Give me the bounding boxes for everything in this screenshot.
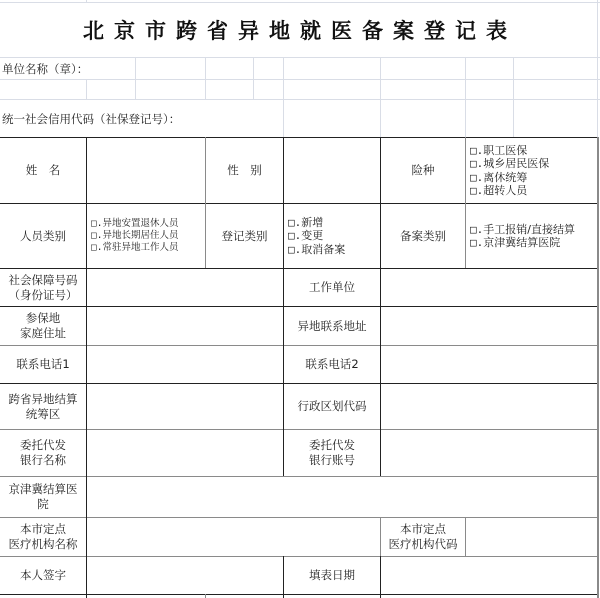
filing-type-options [466,204,597,268]
insured-address-field[interactable] [87,307,283,345]
registration-type-label: 登记类别 [221,228,268,243]
table-border [0,594,598,595]
jjj-hospital-label: 京津冀结算医 院 [8,482,78,511]
registration-type-options [284,204,380,268]
local-institution-name-label: 本市定点 医疗机构名称 [8,522,78,551]
registration-option-cancel[interactable]: □.取消备案 [288,242,346,256]
insurance-option-special[interactable]: □.超转人员 [470,184,528,197]
insurance-type-label: 险种 [411,163,435,177]
insurance-option-resident[interactable]: □.城乡居民医保 [470,157,550,170]
checkbox-icon: □. [470,143,484,157]
bank-account-field[interactable] [381,430,597,476]
checkbox-icon: □. [288,242,302,256]
unit-name-field[interactable] [86,58,597,78]
fill-date-field[interactable] [381,557,597,594]
signature-field[interactable] [87,557,283,594]
checkbox-icon: □. [470,236,484,249]
person-option-retired-abroad[interactable]: □.异地安置退休人员 [91,218,179,229]
insured-address-label: 参保地 家庭住址 [20,311,66,340]
gridline [86,79,87,99]
work-unit-field[interactable] [381,269,597,306]
checkbox-icon: □. [470,157,484,170]
registration-option-new[interactable]: □.新增 [288,215,324,229]
admin-code-field[interactable] [381,384,597,429]
checkbox-icon: □. [91,230,103,241]
person-category-label: 人员类别 [20,228,66,243]
work-unit-label: 工作单位 [309,280,355,294]
local-institution-code-label: 本市定点 医疗机构代码 [388,522,458,551]
insurance-option-retired[interactable]: □.离休统筹 [470,170,528,184]
registration-option-change[interactable]: □.变更 [288,229,324,243]
checkbox-icon: □. [470,184,484,197]
checkbox-icon: □. [470,222,484,236]
checkbox-icon: □. [91,242,103,253]
person-option-stationed[interactable]: □.常驻异地工作人员 [91,242,179,253]
jjj-hospital-field[interactable] [87,477,597,517]
admin-code-label: 行政区划代码 [297,399,367,413]
table-border [205,594,206,598]
credit-code-label: 统一社会信用代码（社保登记号）： [2,112,181,126]
signature-label: 本人签字 [20,568,66,582]
filing-option-manual-direct[interactable]: □.手工报销/直接结算 [470,222,575,236]
bank-account-label: 委托代发 银行账号 [309,438,355,467]
phone2-field[interactable] [381,346,597,383]
person-option-long-term[interactable]: □.异地长期居住人员 [91,230,179,241]
checkbox-icon: □. [288,215,302,229]
phone2-label: 联系电话2 [305,357,359,371]
remote-address-label: 异地联系地址 [297,318,367,333]
person-category-options [87,204,205,268]
local-institution-name-field[interactable] [87,518,380,556]
filing-type-label: 备案类别 [400,228,446,243]
name-label: 姓 名 [25,163,61,177]
unit-name-label: 单位名称（章）： [2,62,89,76]
local-institution-code-field[interactable] [466,518,597,556]
filing-option-jjj-hospital[interactable]: □.京津冀结算医院 [470,236,561,249]
name-field[interactable] [87,138,205,203]
insurance-option-employee[interactable]: □.职工医保 [470,143,528,157]
checkbox-icon: □. [288,229,302,243]
checkbox-icon: □. [470,170,484,184]
gender-field[interactable] [284,138,380,203]
settlement-region-label: 跨省异地结算 统筹区 [8,391,78,421]
gridline [0,79,600,80]
bank-name-field[interactable] [87,430,283,476]
checkbox-icon: □. [91,218,103,229]
social-security-no-label: 社会保障号码 （身份证号） [8,272,78,302]
remote-address-field[interactable] [381,307,597,345]
table-border [597,137,599,598]
settlement-region-field[interactable] [87,384,283,429]
credit-code-field[interactable] [190,100,597,136]
insurance-type-options [466,138,597,203]
fill-date-label: 填表日期 [309,568,355,582]
social-security-no-field[interactable] [87,269,283,306]
gender-label: 性 别 [227,163,262,177]
phone1-label: 联系电话1 [16,357,70,371]
phone1-field[interactable] [87,346,283,383]
form-title: 北京市跨省异地就医备案登记表 [83,18,517,43]
bank-name-label: 委托代发 银行名称 [20,438,66,467]
